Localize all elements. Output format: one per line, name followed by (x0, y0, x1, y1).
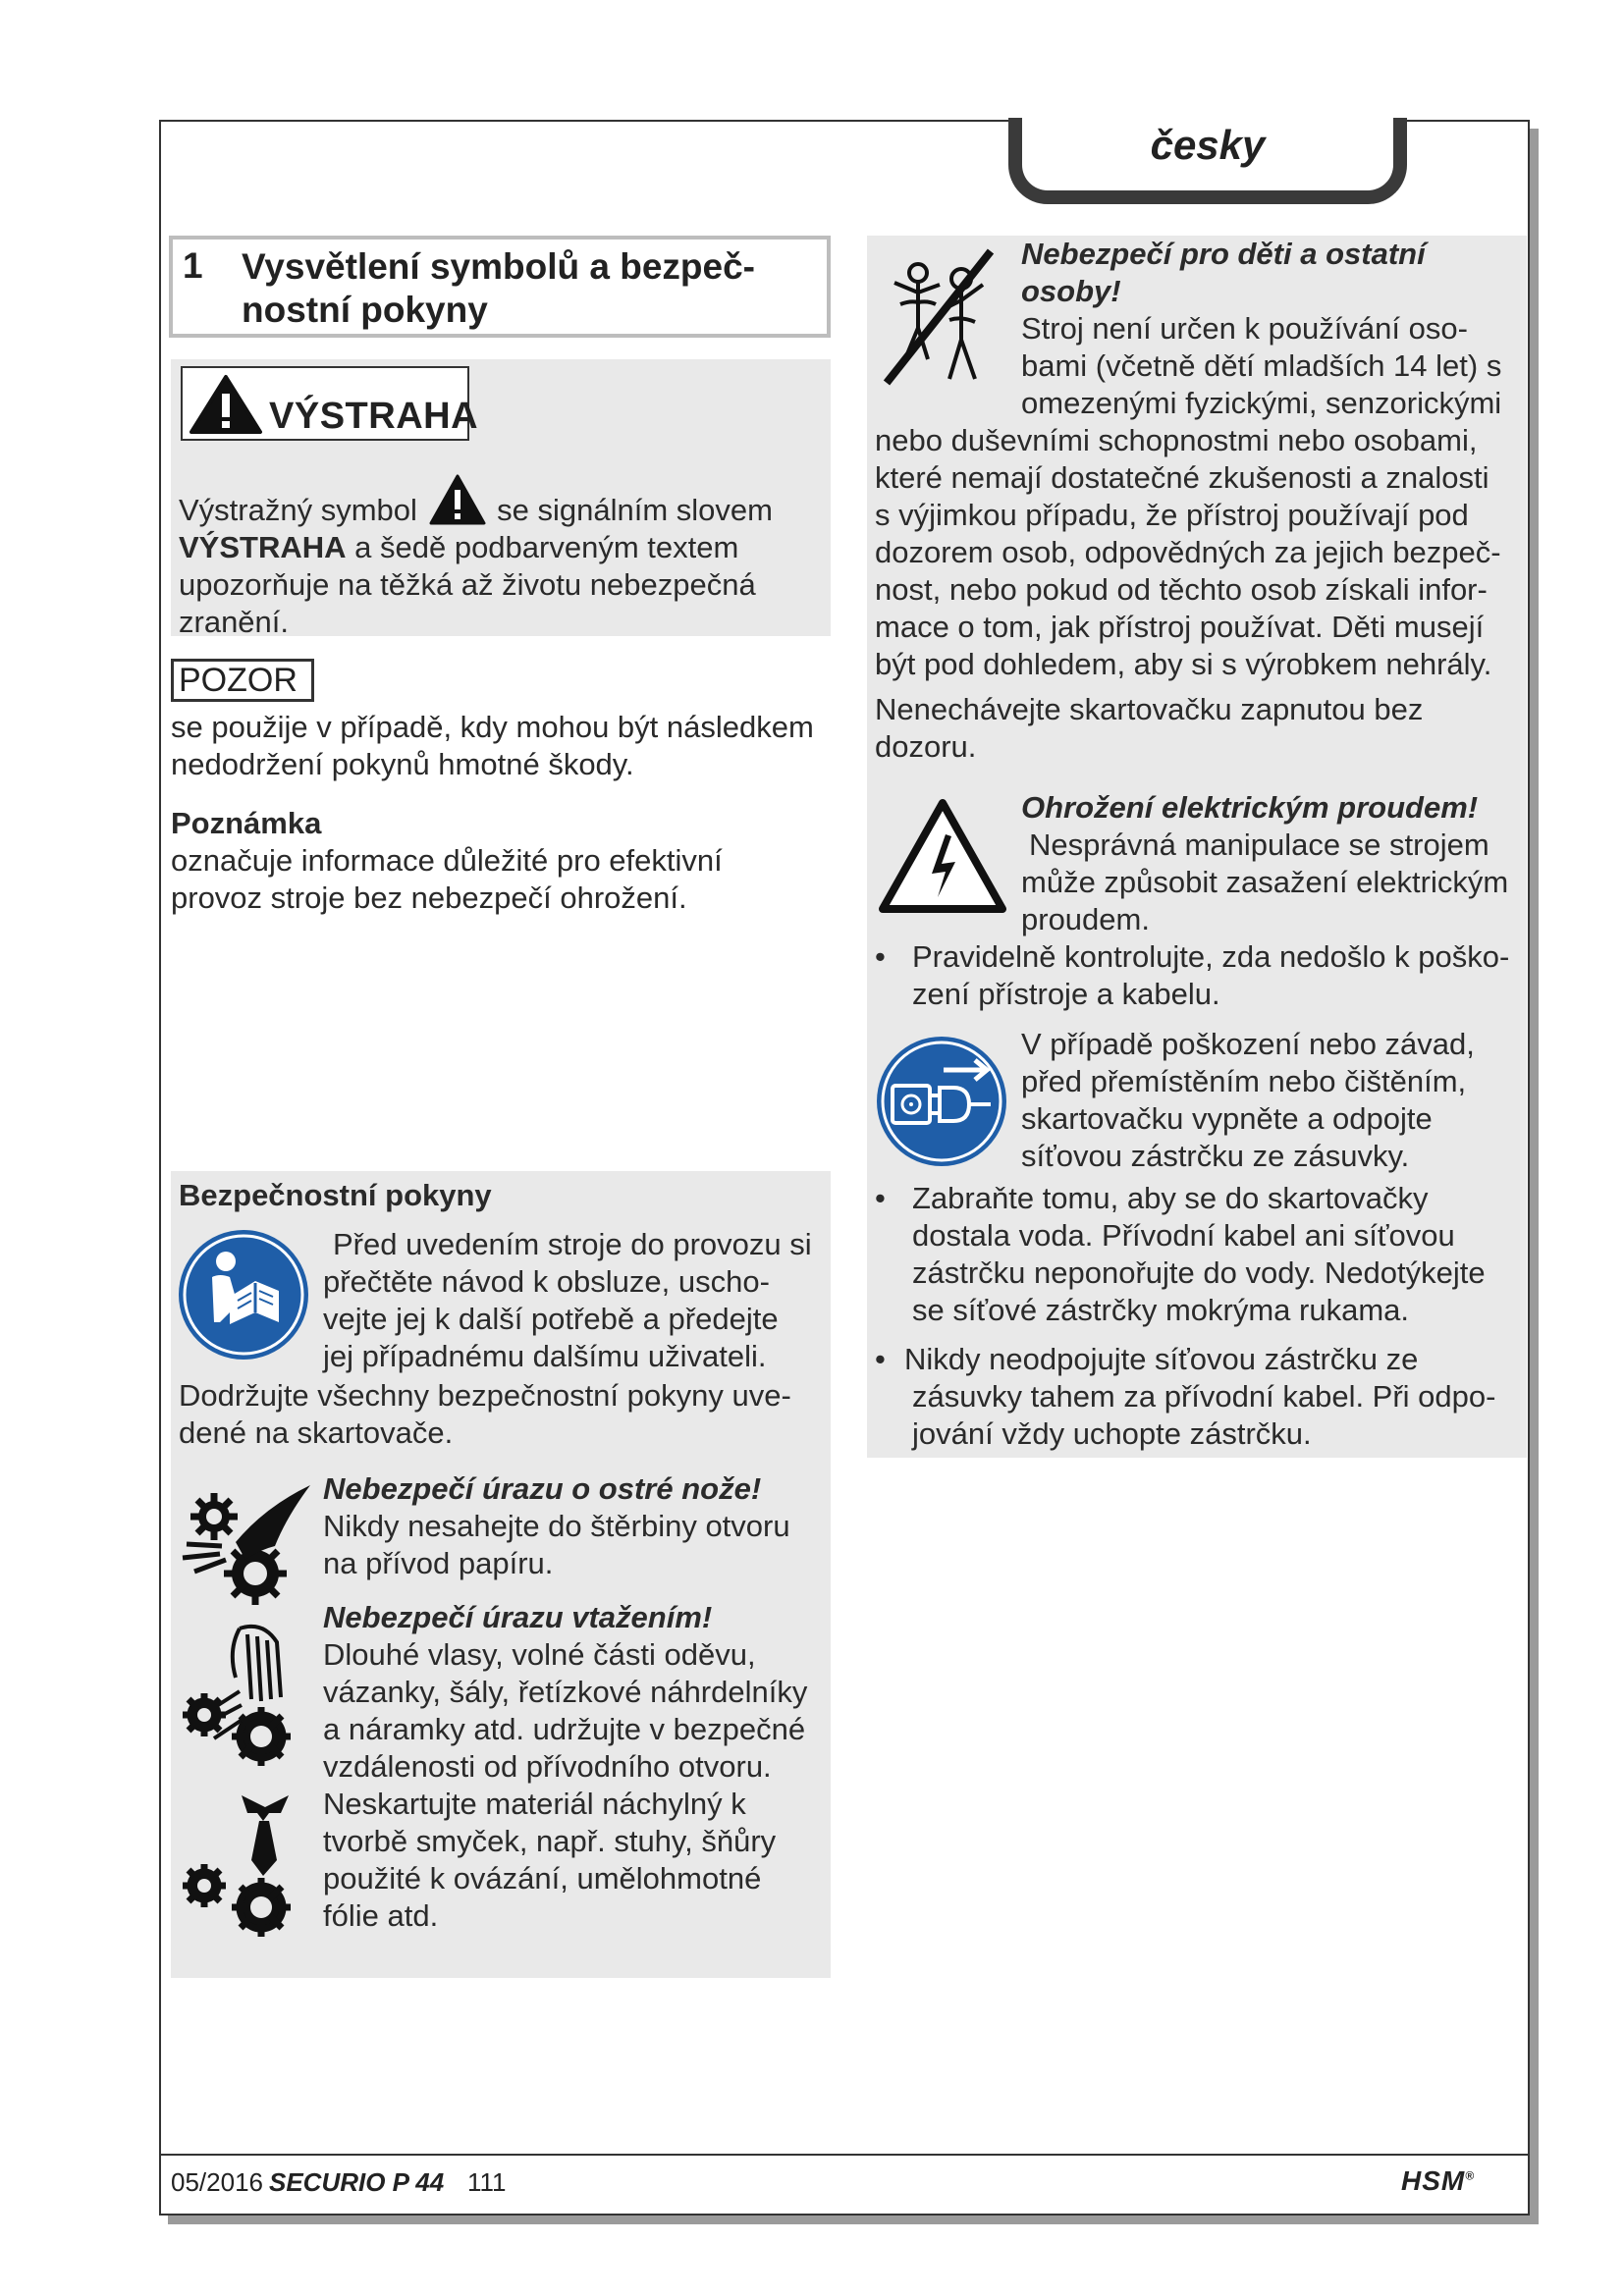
warning-panel (171, 359, 831, 639)
children-warning-title: Nebezpečí pro děti a ostatní osoby! (1021, 237, 1426, 308)
tie-entanglement-icon (179, 1791, 316, 1939)
section-heading (169, 236, 831, 338)
knife-warning-title: Nebezpečí úrazu o ostré nože! (323, 1471, 762, 1506)
brand-logo: HSM® (1401, 2165, 1476, 2196)
electric-warning-title: Ohrožení elektrickým proudem! (1021, 790, 1479, 825)
note-block: Poznámka označuje informace důležité pro efektivní provoz stroje bez nebezpečí ohrožení. (171, 805, 839, 917)
bullet-water: • Zabraňte tomu, aby se do skartovačky dostala voda. Přívodní kabel ani síťovou zástrčku neponořujte do vody. Nedotýkejte se síťové zástrčky mokrýma rukama. (875, 1181, 1486, 1327)
pull-in-warning: Nebezpečí úrazu vtažením! Dlouhé vlasy, volné části oděvu, vázanky, šály, řetízkové náhrdelníky a náramky atd. udržujte v bezpečné vzdálenosti od přívodního otvoru. Neskartujte materiál náchylný k tvorbě smyček, např. stuhy, šňůry použité k ovázání, umělohmotné fólie atd. (323, 1599, 834, 1935)
footer-page-number: 111 (467, 2167, 507, 2197)
bullet-unplug-cable: • Nikdy neodpojujte síťovou zástrčku ze zásuvky tahem za přívodní kabel. Při odpo- jování vždy uchopte zástrčku. (875, 1342, 1496, 1451)
knife-warning: Nebezpečí úrazu o ostré nože! Nikdy nesahejte do štěrbiny otvoru na přívod papíru. (323, 1470, 834, 1582)
warning-label-text: VÝSTRAHA (269, 396, 479, 437)
manual-instructions: Před uvedením stroje do provozu si přečtěte návod k obsluze, uscho- vejte jej k další potřebě a předejte jej případnému dalšímu uživateli. (323, 1227, 812, 1373)
caution-label: POZOR (171, 659, 314, 702)
right-warning-panel (867, 236, 1527, 1458)
children-prohibited-icon (881, 245, 997, 393)
read-manual-icon (177, 1228, 310, 1362)
children-warning-body: nebo duševními schopnostmi nebo osobami, které nemají dostatečné zkušenosti a znalosti s výjimkou případu, že přístroj používají pod dozorem osob, odpovědných za jejich bezpeč- nost, nebo pokud od těchto osob získali infor- mace o tom, jak přístroj používat. Děti musejí být pod dohledem, aby si s výrobkem nehrály. Nenechávejte skartovačku zapnutou bez dozoru. (875, 423, 1501, 764)
warning-label (181, 366, 479, 441)
footer-date: 05/2016 (171, 2167, 263, 2197)
hair-entanglement-icon (179, 1621, 316, 1768)
safety-instructions-panel (171, 1171, 831, 1978)
warning-description: Výstražný symbol se signálním slovem VÝSTRAHA a šedě podbarveným textem upozorňuje na těžká až životu nebezpečná zranění. (179, 473, 817, 641)
electric-shock-icon (877, 797, 1008, 915)
note-title: Poznámka (171, 806, 322, 840)
children-warning-head: Nebezpečí pro děti a ostatní osoby! Stroj není určen k používání oso- bami (včetně dětí mladších 14 let) s omezenými fyzickými, senzorickými (1021, 236, 1532, 422)
caution-description: se použije v případě, kdy mohou být následkem nedodržení pokynů hmotné škody. (171, 710, 814, 781)
bullet-inspect: • Pravidelně kontrolujte, zda nedošlo k poško- zení přístroje a kabelu. (875, 939, 1510, 1011)
safety-title: Bezpečnostní pokyny (179, 1178, 492, 1212)
footer-rule (161, 2154, 1528, 2156)
language-tab (1008, 118, 1407, 204)
pull-in-warning-title: Nebezpečí úrazu vtažením! (323, 1600, 713, 1634)
warning-triangle-icon (189, 374, 263, 435)
section-number: 1 (183, 245, 203, 286)
sharp-knives-icon (177, 1477, 314, 1615)
unplug-icon (875, 1035, 1008, 1168)
language-label: česky (1150, 122, 1266, 168)
inline-warning-icon (428, 473, 487, 526)
unplug-instructions: V případě poškození nebo závad, před přemístěním nebo čištěním, skartovačku vypněte a odpojte síťovou zástrčku ze zásuvky. (1021, 1027, 1475, 1173)
footer-model: SECURIO P 44 (269, 2167, 445, 2197)
section-title: Vysvětlení symbolů a bezpeč- nostní pokyny (242, 246, 755, 330)
observe-instructions: Dodržujte všechny bezpečnostní pokyny uve- dené na skartovače. (179, 1378, 791, 1450)
electric-warning-head: Ohrožení elektrickým proudem! Nesprávná manipulace se strojem může způsobit zasažení elektrickým proudem. (1021, 789, 1532, 938)
